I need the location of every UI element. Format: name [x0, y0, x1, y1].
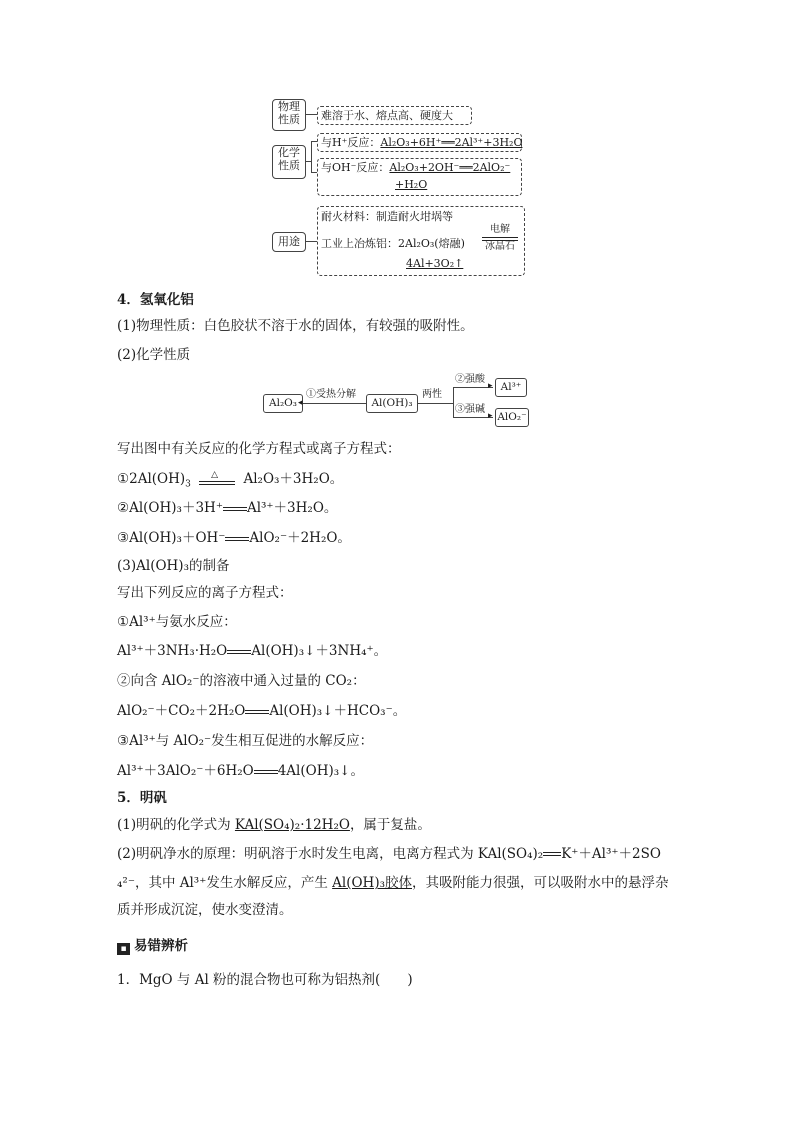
- equation-2-right: Al³⁺＋3H₂O。: [246, 500, 338, 516]
- misconception-heading: 易错辨析: [134, 938, 188, 954]
- answer-3-left: Al³⁺＋3AlO₂⁻＋6H₂O: [117, 763, 254, 779]
- al2o3-box: Al₂O₃: [263, 394, 303, 413]
- acid-reaction-box: [317, 133, 522, 152]
- use-line2-prefix: 工业上冶炼铝：: [321, 237, 398, 250]
- base-reaction-prefix: 与OH⁻反应：: [321, 161, 390, 174]
- electrolysis-condition: 电解: [490, 224, 510, 235]
- equation-3: [117, 529, 351, 547]
- cryolite-condition: 冰晶石: [485, 241, 515, 252]
- preparation-question-2: ②向含 AlO₂⁻的溶液中通入过量的 CO₂：: [117, 673, 366, 689]
- acid-reaction-equation: Al₂O₃+6H⁺══2Al³⁺+3H₂O: [380, 136, 523, 149]
- use-line3: 4Al+3O₂↑: [406, 257, 464, 270]
- alum-principle-line2-prefix: ₄²⁻，其中 Al³⁺发生水解反应，产生: [117, 875, 333, 891]
- answer-3-right: 4Al(OH)₃↓。: [277, 763, 364, 779]
- equation-3-right: AlO₂⁻＋2H₂O。: [249, 530, 351, 546]
- preparation-question-3: ③Al³⁺与 AlO₂⁻发生相互促进的水解反应：: [117, 733, 374, 749]
- physical-property-value: 难溶于水、熔点高、硬度大: [317, 106, 472, 125]
- amphoteric-label: 两性: [422, 389, 442, 400]
- answer-1-left: Al³⁺＋3NH₃·H₂O: [117, 643, 228, 659]
- answer-2-left: AlO₂⁻＋CO₂＋2H₂O: [117, 703, 246, 719]
- preparation-heading: (3)Al(OH)₃的制备: [117, 558, 230, 574]
- strong-base-label: ③强碱: [455, 404, 485, 415]
- equation-2-left: ②Al(OH)₃＋3H⁺: [117, 500, 223, 516]
- alum-principle-line3: 质并形成沉淀，使水变澄清。: [117, 902, 293, 918]
- alum-formula-suffix: ，属于复盐。: [349, 817, 431, 833]
- al3-box: Al³⁺: [495, 378, 527, 397]
- physical-property-label: 物理 性质: [272, 99, 306, 131]
- base-reaction-equation-line1: Al₂O₃+2OH⁻══2AlO₂⁻: [389, 161, 511, 174]
- chemical-property-label: 化学 性质: [272, 145, 306, 179]
- misconception-heading-row: [117, 937, 188, 955]
- alum-principle-prefix: (2)明矾净水的原理：明矾溶于水时发生电离，电离方程式为 KAl(SO₄)₂: [117, 846, 544, 862]
- answer-2-right: Al(OH)₃↓＋HCO₃⁻。: [269, 703, 407, 719]
- alum-principle-line2-suffix: ，其吸附能力很强，可以吸附水中的悬浮杂: [412, 875, 669, 891]
- equation-1-subscript: 3: [185, 479, 191, 490]
- preparation-answer-3: [117, 762, 364, 780]
- equation-1-left: ①2Al(OH): [117, 471, 186, 487]
- alum-formula-line: [117, 816, 431, 834]
- equation-1: [117, 470, 343, 488]
- preparation-question-1: ①Al³⁺与氨水反应：: [117, 614, 237, 630]
- base-reaction-box: [317, 158, 522, 196]
- preparation-answer-2: [117, 702, 406, 720]
- equation-1-right: Al₂O₃＋3H₂O。: [243, 471, 344, 487]
- preparation-answer-1: [117, 642, 387, 660]
- use-box: [317, 206, 525, 276]
- alum-principle-line1: [117, 845, 661, 863]
- alum-formula: KAl(SO₄)₂·12H₂O: [234, 817, 350, 833]
- use-line2-equation: 2Al₂O₃(熔融): [398, 237, 465, 250]
- section5-heading: 5．明矾: [117, 790, 167, 806]
- preparation-prompt: 写出下列反应的离子方程式：: [117, 585, 293, 601]
- equations-prompt: 写出图中有关反应的化学方程式或离子方程式：: [117, 441, 401, 457]
- misconception-item-1: 1．MgO 与 Al 粉的混合物也可称为铝热剂( ): [117, 972, 413, 988]
- acid-reaction-prefix: 与H⁺反应：: [321, 136, 381, 149]
- equation-2: [117, 499, 337, 517]
- heat-symbol: △: [211, 469, 219, 480]
- base-reaction-equation-line2: +H₂O: [395, 178, 428, 191]
- alum-principle-suffix: K⁺＋Al³⁺＋2SO: [561, 846, 661, 862]
- decomposition-label: ①受热分解: [306, 389, 356, 400]
- aloh3-box: Al(OH)₃: [366, 394, 418, 413]
- answer-1-right: Al(OH)₃↓＋3NH₄⁺。: [251, 643, 388, 659]
- strong-acid-label: ②强酸: [455, 374, 485, 385]
- aluminum-hydroxide-colloid: Al(OH)₃胶体: [332, 875, 412, 891]
- physical-property-text: (1)物理性质：白色胶状不溶于水的固体，有较强的吸附性。: [117, 318, 474, 334]
- alo2-box: AlO₂⁻: [495, 408, 529, 427]
- alum-principle-line2: [117, 874, 669, 892]
- alum-formula-prefix: (1)明矾的化学式为: [117, 817, 235, 833]
- chemical-property-heading: (2)化学性质: [117, 347, 191, 363]
- section4-heading: 4．氢氧化铝: [117, 292, 194, 308]
- misconception-icon: ▪: [117, 943, 130, 955]
- use-label: 用途: [272, 232, 306, 252]
- use-line1: 耐火材料：制造耐火坩埚等: [321, 210, 453, 223]
- equation-3-left: ③Al(OH)₃＋OH⁻: [117, 530, 226, 546]
